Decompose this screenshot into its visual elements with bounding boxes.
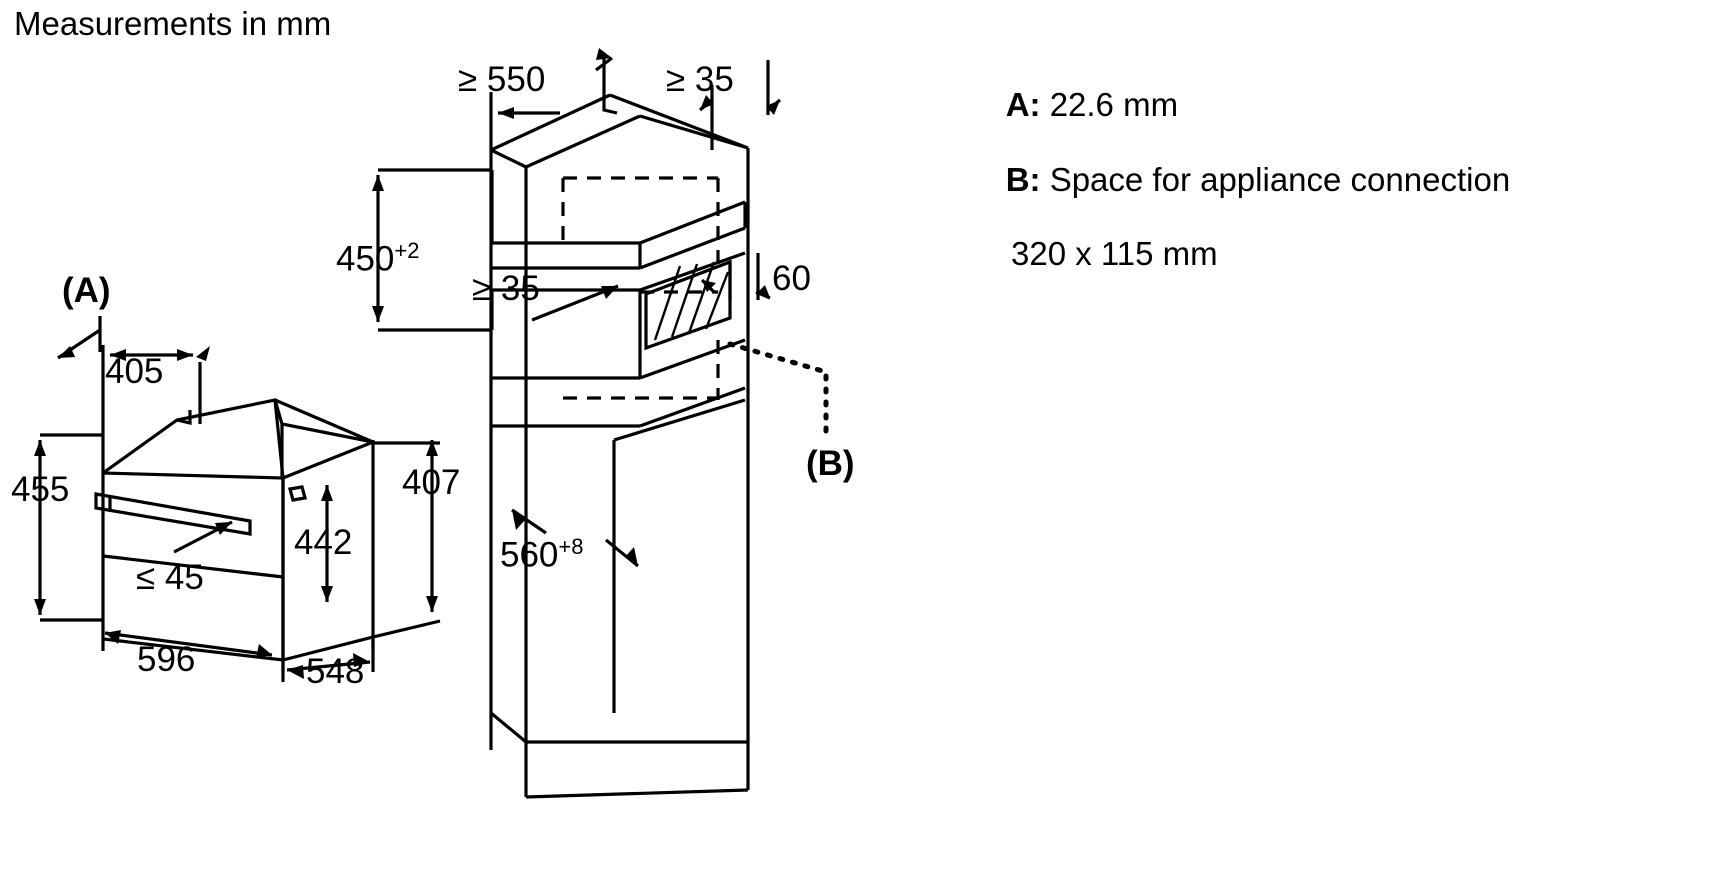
- label-door-gap: ≤ 45: [136, 558, 204, 597]
- b-leader: [730, 344, 826, 440]
- label-596: 596: [137, 640, 196, 679]
- legend-text-b2: 320 x 115 mm: [1011, 234, 1218, 272]
- label-450: $450^{+2}$: [336, 238, 420, 279]
- legend-key-a: A:: [1005, 85, 1050, 123]
- legend-text-a: 22.6 mm: [1049, 85, 1179, 123]
- label-marker-a: (A): [62, 271, 111, 310]
- dim-a-marker: [58, 316, 100, 358]
- legend-key-b: B:: [1005, 160, 1050, 198]
- label-442: 442: [294, 523, 353, 562]
- label-60: 60: [772, 259, 811, 298]
- label-450-tolerance: +2: [394, 238, 420, 263]
- label-407: 407: [402, 463, 461, 502]
- label-marker-b: (B): [806, 444, 855, 483]
- label-35-right: ≥ 35: [666, 60, 734, 99]
- label-560: $560^{+8}$: [500, 534, 584, 575]
- connection-box: [646, 262, 730, 348]
- legend-text-b: Space for appliance connection: [1049, 160, 1511, 198]
- label-405: 405: [105, 352, 164, 391]
- label-35-inner: ≥ 35: [472, 269, 540, 308]
- cabinet-outline: [491, 95, 748, 797]
- dim-455: [34, 435, 103, 620]
- legend-item-b: [969, 125, 1510, 347]
- label-455: 455: [11, 470, 70, 509]
- label-550: ≥ 550: [458, 60, 546, 99]
- label-548: 548: [306, 652, 365, 691]
- label-560-tolerance: +8: [558, 534, 584, 559]
- page-title: Measurements in mm: [14, 5, 332, 42]
